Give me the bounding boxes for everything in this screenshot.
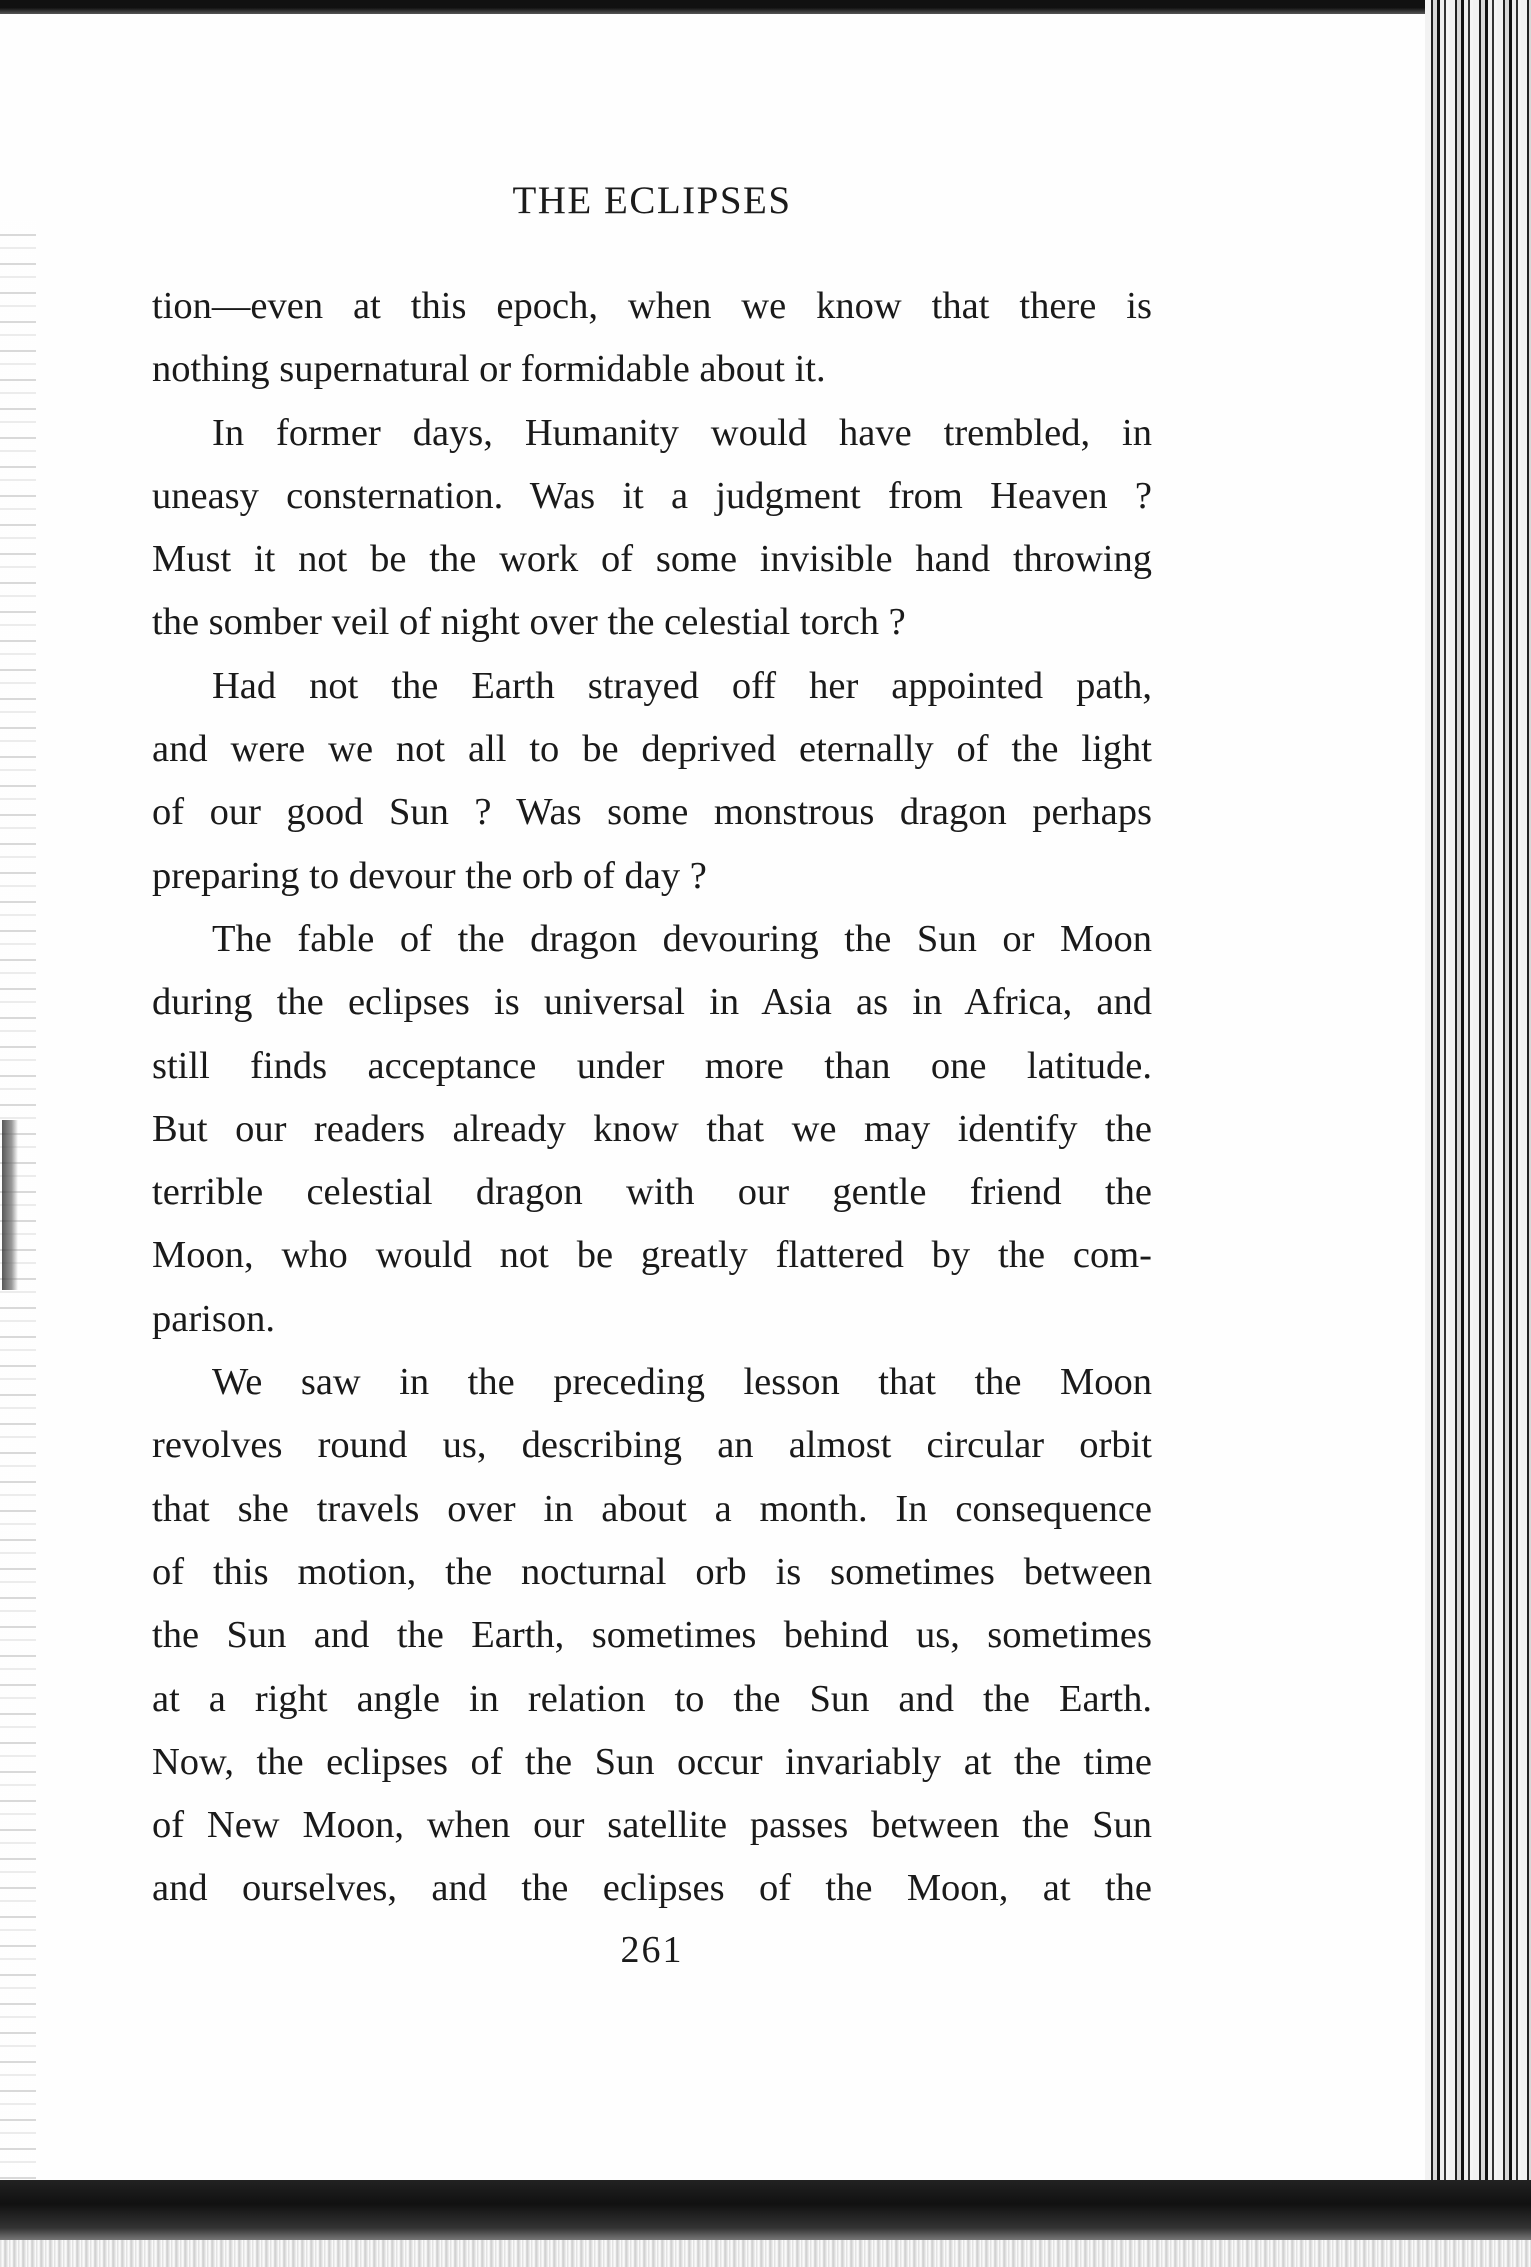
text-line: The fable of the dragon devouring the Sun or Moon <box>212 917 1152 960</box>
text-line: of this motion, the nocturnal orb is sometimes between <box>152 1550 1152 1593</box>
text-line: terrible celestial dragon with our gentle friend the <box>152 1171 1152 1214</box>
scan-edge-bottom <box>0 2180 1531 2240</box>
running-head: THE ECLIPSES <box>512 179 792 222</box>
text-line: of New Moon, when our satellite passes between the Sun <box>152 1804 1152 1847</box>
scan-edge-bottom-texture <box>0 2240 1531 2267</box>
text-line: and ourselves, and the eclipses of the Moon, at the <box>152 1867 1152 1910</box>
text-line: that she travels over in about a month. In consequence <box>152 1487 1152 1530</box>
text-line: revolves round us, describing an almost circular orbit <box>152 1424 1152 1467</box>
text-line: In former days, Humanity would have trembled, in <box>212 411 1152 454</box>
text-line: But our readers already know that we may identify the <box>152 1107 1152 1150</box>
text-line: and were we not all to be deprived eternally of the light <box>152 728 1152 771</box>
book-fore-edge <box>1425 0 1531 2240</box>
scan-edge-left-shadow <box>2 1120 18 1290</box>
text-line: nothing supernatural or formidable about it. <box>152 348 826 391</box>
text-line: during the eclipses is universal in Asia as in Africa, and <box>152 981 1152 1024</box>
text-line: preparing to devour the orb of day ? <box>152 854 707 897</box>
page-number: 261 <box>620 1929 684 1971</box>
body-text <box>152 275 1152 1921</box>
text-line: Must it not be the work of some invisible hand throwing <box>152 538 1152 581</box>
text-line: tion—even at this epoch, when we know that there is <box>152 285 1152 327</box>
text-line: Moon, who would not be greatly flattered by the com- <box>152 1234 1152 1277</box>
text-line: parison. <box>152 1297 275 1340</box>
text-line: at a right angle in relation to the Sun and the Earth. <box>152 1677 1152 1720</box>
text-line: still finds acceptance under more than one latitude. <box>152 1044 1152 1087</box>
scan-edge-top <box>0 0 1440 14</box>
text-line: of our good Sun ? Was some monstrous dragon perhaps <box>152 791 1152 834</box>
text-line: the Sun and the Earth, sometimes behind us, sometimes <box>152 1614 1152 1657</box>
text-line: uneasy consternation. Was it a judgment from Heaven ? <box>152 474 1152 517</box>
text-line: Now, the eclipses of the Sun occur invariably at the time <box>152 1740 1152 1783</box>
text-line: We saw in the preceding lesson that the Moon <box>212 1361 1152 1404</box>
text-line: the somber veil of night over the celestial torch ? <box>152 601 906 644</box>
text-line: Had not the Earth strayed off her appointed path, <box>212 664 1152 707</box>
